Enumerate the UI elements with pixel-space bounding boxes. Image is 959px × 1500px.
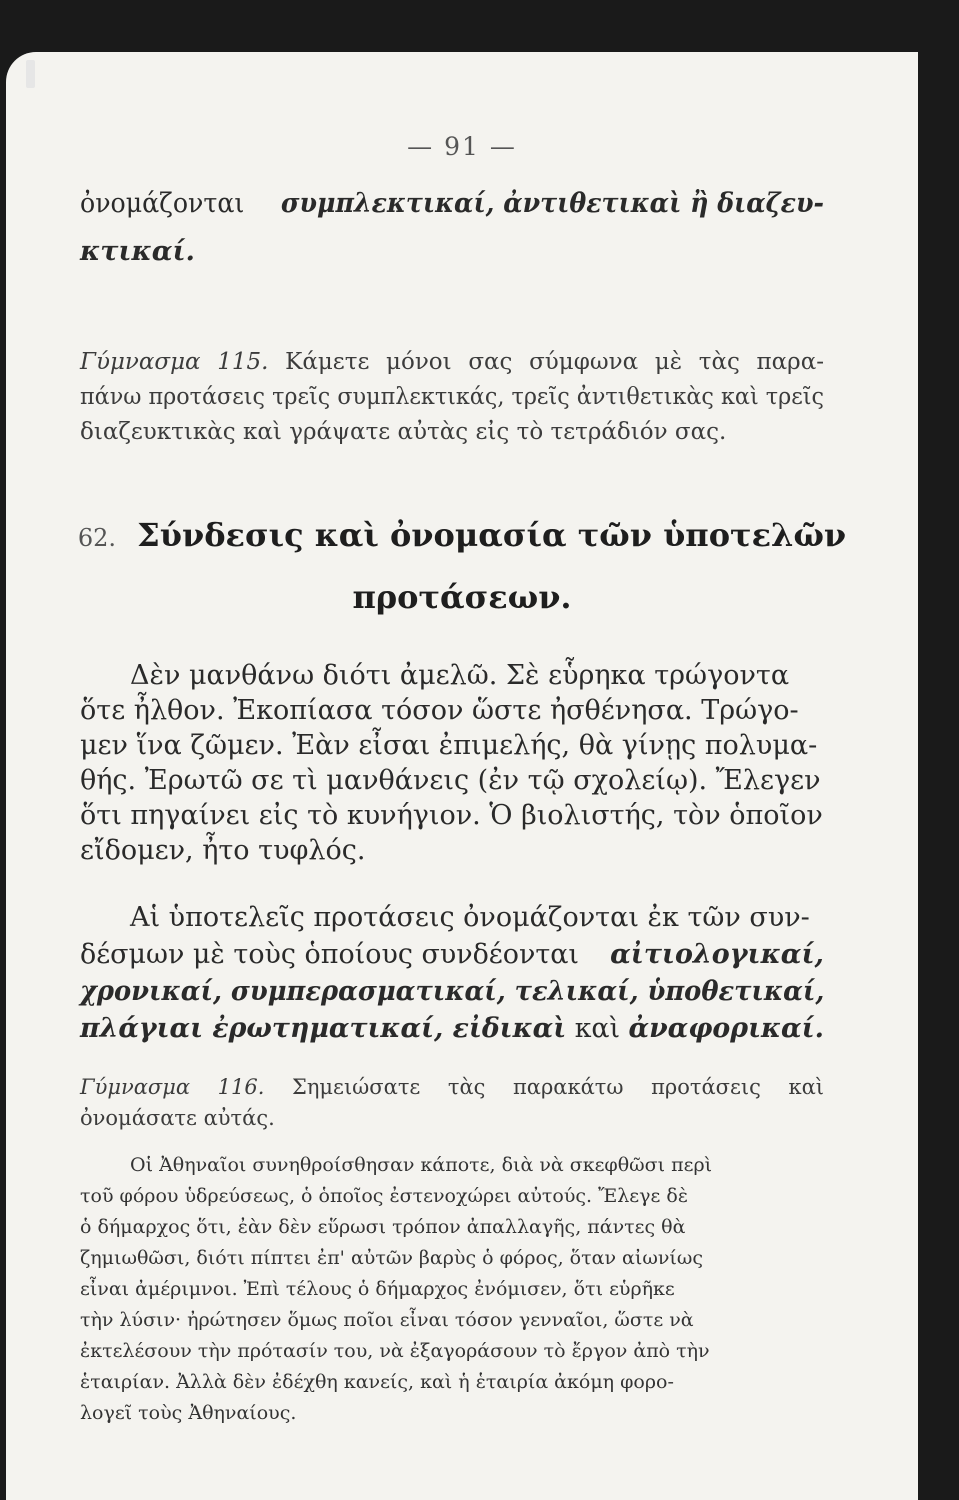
intro-line-1 — [80, 180, 824, 228]
exercise-115-line-2: πάνω προτάσεις τρεῖς συμπλεκτικάς, τρεῖς ἀντιθετικὰς καὶ τρεῖς — [80, 384, 824, 410]
section-heading — [6, 504, 918, 569]
intro-emphasis-text: συμπλεκτικαί, ἀντιθετικαὶ ἢ διαζευ- — [280, 188, 824, 219]
page-edge-mark — [26, 60, 35, 88]
examples-line: μεν ἵνα ζῶμεν. Ἐὰν εἶσαι ἐπιμελής, θὰ γίνῃς πολυμα- — [80, 730, 818, 761]
rule-line-2-plain: δέσμων μὲ τοὺς ὁποίους συνδέονται — [80, 939, 579, 970]
section-title-line-2: προτάσεων. — [352, 578, 572, 616]
page-number: — 91 — — [407, 132, 517, 161]
examples-line: θής. Ἐρωτῶ σε τὶ μανθάνεις (ἐν τῷ σχολείῳ). Ἔλεγεν — [80, 765, 821, 796]
story-line: ἐκτελέσουν τὴν πρότασίν του, νὰ ἐξαγοράσουν τὸ ἔργον ἀπὸ τὴν — [80, 1340, 710, 1362]
book-page — [6, 52, 918, 1500]
intro-line-2: κτικαί. — [80, 236, 195, 267]
section-title-line-1: Σύνδεσις καὶ ὀνομασία τῶν ὑποτελῶν — [137, 516, 847, 554]
exercise-116-text: Σημειώσατε τὰς παρακάτω προτάσεις καὶ — [291, 1075, 824, 1099]
examples-line: Δὲν μανθάνω διότι ἀμελῶ. Σὲ εὗρηκα τρώγοντα — [130, 660, 790, 691]
story-line: εἶναι ἀμέριμνοι. Ἐπὶ τέλους ὁ δήμαρχος ἐνόμισεν, ὅτι εὑρῆκε — [80, 1278, 675, 1300]
rule-line-4 — [80, 1010, 824, 1047]
section-number: 62. — [77, 524, 117, 552]
rule-line-1: Αἱ ὑποτελεῖς προτάσεις ὀνομάζονται ἐκ τῶν συν- — [130, 902, 810, 933]
story-paragraph — [80, 1150, 824, 1429]
intro-continuation — [80, 180, 824, 276]
intro-plain-text: ὀνομάζονται — [80, 188, 245, 219]
story-line: Οἱ Ἀθηναῖοι συνηθροίσθησαν κάποτε, διὰ νὰ σκεφθῶσι περὶ — [130, 1154, 713, 1176]
rule-term-relative: ἀναφορικαί. — [628, 1013, 824, 1044]
exercise-115-text: Κάμετε μόνοι σας σύμφωνα μὲ τὰς παρα- — [285, 349, 825, 375]
examples-paragraph — [80, 658, 824, 868]
story-line: τὴν λύσιν· ἠρώτησεν ὅμως ποῖοι εἶναι τόσον γενναῖοι, ὥστε νὰ — [80, 1309, 694, 1331]
rule-line-2 — [80, 936, 822, 973]
exercise-116-line-2: ὀνομάσατε αὐτάς. — [80, 1106, 275, 1130]
story-line: τοῦ φόρου ὑδρεύσεως, ὁ ὁποῖος ἐστενοχώρει αὐτούς. Ἔλεγε δὲ — [80, 1185, 689, 1207]
story-line: ζημιωθῶσι, διότι πίπτει ἐπ' αὐτῶν βαρὺς ὁ φόρος, ὅταν αἰωνίως — [80, 1247, 703, 1269]
rule-paragraph — [80, 899, 824, 1047]
story-line: ὁ δήμαρχος ὅτι, ἐὰν δὲν εὕρωσι τρόπον ἀπαλλαγῆς, πάντες θὰ — [80, 1216, 686, 1238]
rule-terms-a: πλάγιαι ἐρωτηματικαί, εἰδικαὶ — [80, 1013, 567, 1044]
exercise-115 — [80, 345, 824, 450]
story-line: λογεῖ τοὺς Ἀθηναίους. — [80, 1402, 297, 1424]
examples-line: εἴδομεν, ἦτο τυφλός. — [80, 835, 366, 866]
rule-term-causal: αἰτιολογικαί, — [610, 939, 824, 970]
examples-line: ὅτε ἦλθον. Ἐκοπίασα τόσον ὥστε ἠσθένησα. Τρώγο- — [80, 695, 799, 726]
exercise-116 — [80, 1072, 824, 1134]
exercise-115-line-1 — [80, 345, 824, 380]
exercise-116-line-1 — [80, 1072, 824, 1103]
exercise-116-label: Γύμνασμα 116. — [80, 1075, 265, 1099]
rule-conjunction: καὶ — [574, 1013, 620, 1044]
examples-line: ὅτι πηγαίνει εἰς τὸ κυνήγιον. Ὁ βιολιστής, τὸν ὁποῖον — [80, 800, 823, 831]
story-line: ἑταιρίαν. Ἀλλὰ δὲν ἐδέχθη κανείς, καὶ ἡ ἑταιρία ἀκόμη φορο- — [80, 1371, 674, 1393]
rule-line-3: χρονικαί, συμπερασματικαί, τελικαί, ὑποθετικαί, — [80, 976, 825, 1007]
exercise-115-line-3: διαζευκτικὰς καὶ γράψατε αὐτὰς εἰς τὸ τετράδιόν σας. — [80, 419, 727, 445]
exercise-115-label: Γύμνασμα 115. — [80, 349, 269, 375]
